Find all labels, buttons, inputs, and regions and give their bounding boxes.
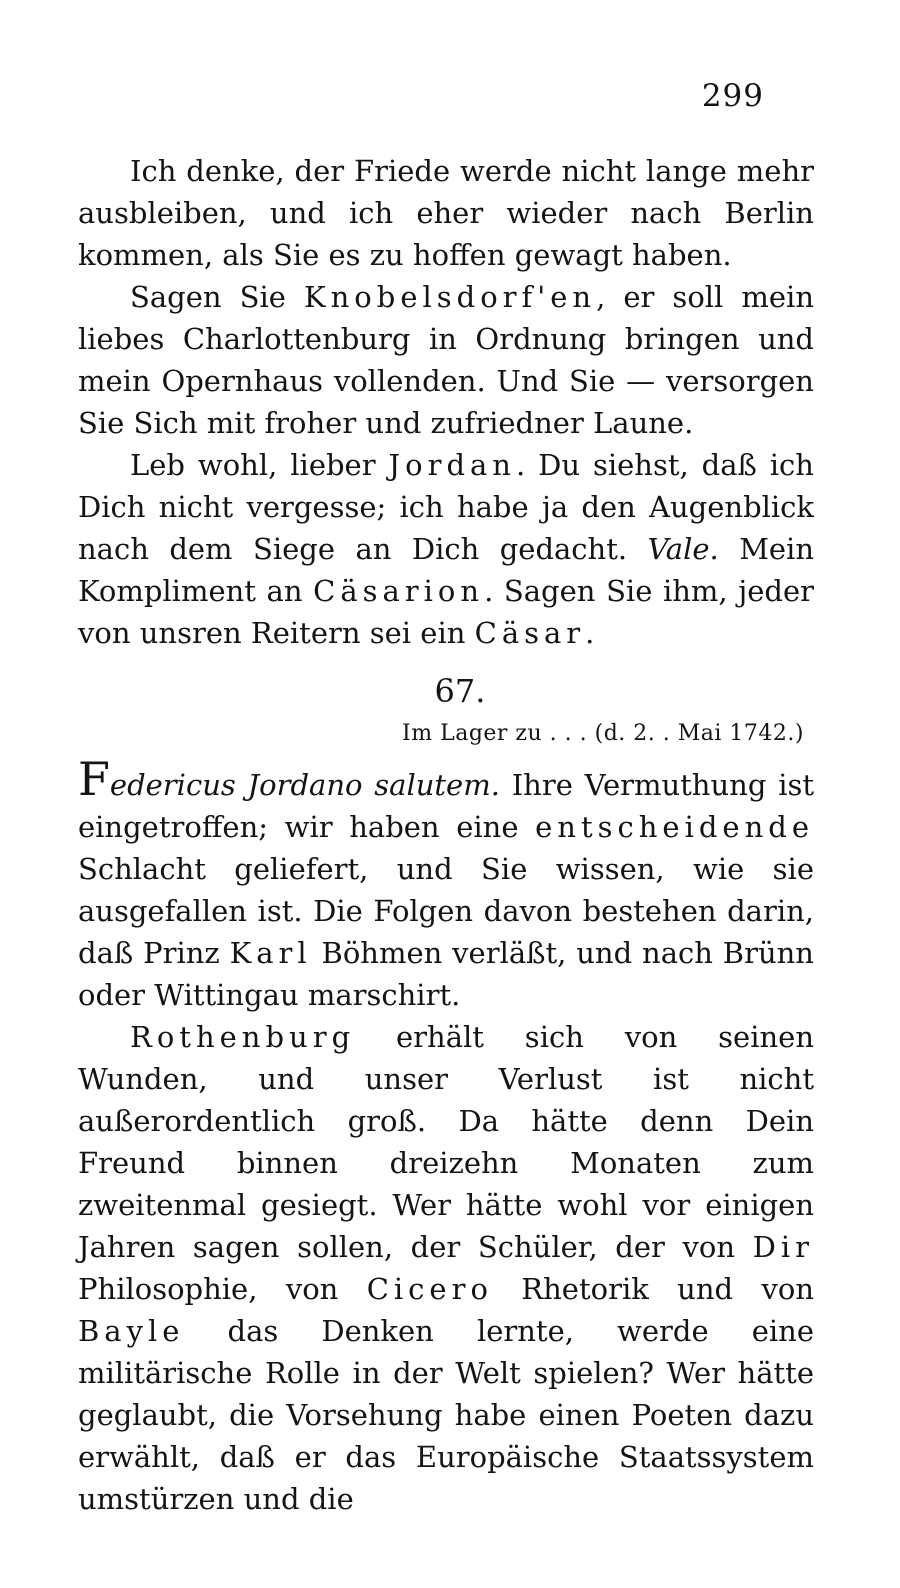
name-caesarion: Cäsarion <box>313 574 485 608</box>
page-number: 299 <box>701 78 764 114</box>
paragraph-text: Ich denke, der Friede werde nicht lange mehr ausbleiben, und ich eher wieder nach Berlin kommen, als Sie es zu hoffen gewagt haben. <box>78 154 814 272</box>
latin-vale: Vale. <box>647 532 719 566</box>
text-run: Philosophie, von <box>78 1272 367 1306</box>
text-run: . <box>585 616 595 650</box>
paragraph <box>78 150 814 276</box>
paragraph <box>78 276 814 444</box>
latin-salutation: edericus Jordano salutem. <box>109 768 500 802</box>
name-knobelsdorf: Knobelsdorf'en <box>303 280 597 314</box>
paragraph <box>78 1016 814 1520</box>
text-run: Schlacht geliefert, und Sie wissen, wie sie ausgefallen ist. Die Folgen davon bestehen darin, daß Prinz <box>78 852 814 970</box>
name-rothenburg: Rothenburg <box>130 1020 356 1054</box>
text-run: Mein Kompliment an <box>78 532 815 608</box>
emphasis-dir: Dir <box>752 1230 814 1264</box>
letter-66-ending <box>78 150 814 654</box>
text-run: . Sagen Sie ihm, jeder von unsren Reitern sei ein <box>78 574 814 650</box>
paragraph <box>78 444 814 654</box>
text-run: erhält sich von seinen Wunden, und unser Verlust ist nicht außerordentlich groß. Da hätte denn Dein Freund binnen dreizehn Monaten zum zweitenmal gesiegt. Wer hätte wohl vor einigen Jahren sagen sollen, der Schüler, der von <box>78 1020 814 1264</box>
letter-place-date: Im Lager zu . . . (d. 2. . Mai 1742.) <box>402 721 804 746</box>
text-run: Böhmen verläßt, und nach Brünn oder Wittingau marschirt. <box>78 936 814 1012</box>
text-run: Ihre Vermuthung ist eingetroffen; wir haben eine <box>78 768 815 844</box>
emphasis-entscheidende: entscheidende <box>535 810 814 844</box>
name-bayle: Bayle <box>78 1314 185 1348</box>
name-karl: Karl <box>229 936 312 970</box>
letter-number: 67. <box>434 672 486 710</box>
text-run: das Denken lernte, werde eine militärische Rolle in der Welt spielen? Wer hätte geglaubt, die Vorsehung habe einen Poeten dazu erwählt, daß er das Europäische Staatssystem umstürzen und die <box>78 1314 814 1516</box>
text-run: Sagen Sie <box>130 280 304 314</box>
name-cicero: Cicero <box>366 1272 493 1306</box>
letter-67-body <box>78 752 815 1520</box>
name-caesar: Cäsar <box>474 616 586 650</box>
initial-letter: F <box>78 752 110 806</box>
text-run: Rhetorik und von <box>492 1272 814 1306</box>
name-jordan: Jordan <box>388 448 516 482</box>
text-run: . Du siehst, daß ich Dich nicht vergesse; ich habe ja den Augenblick nach dem Siege an Dich gedacht. <box>78 448 814 566</box>
text-run: , er soll mein liebes Charlottenburg in Ordnung bringen und mein Opernhaus vollenden. Und Sie — versorgen Sie Sich mit froher und zufriedner Laune. <box>78 280 814 440</box>
text-run: Leb wohl, lieber <box>130 448 389 482</box>
paragraph <box>78 752 815 1016</box>
